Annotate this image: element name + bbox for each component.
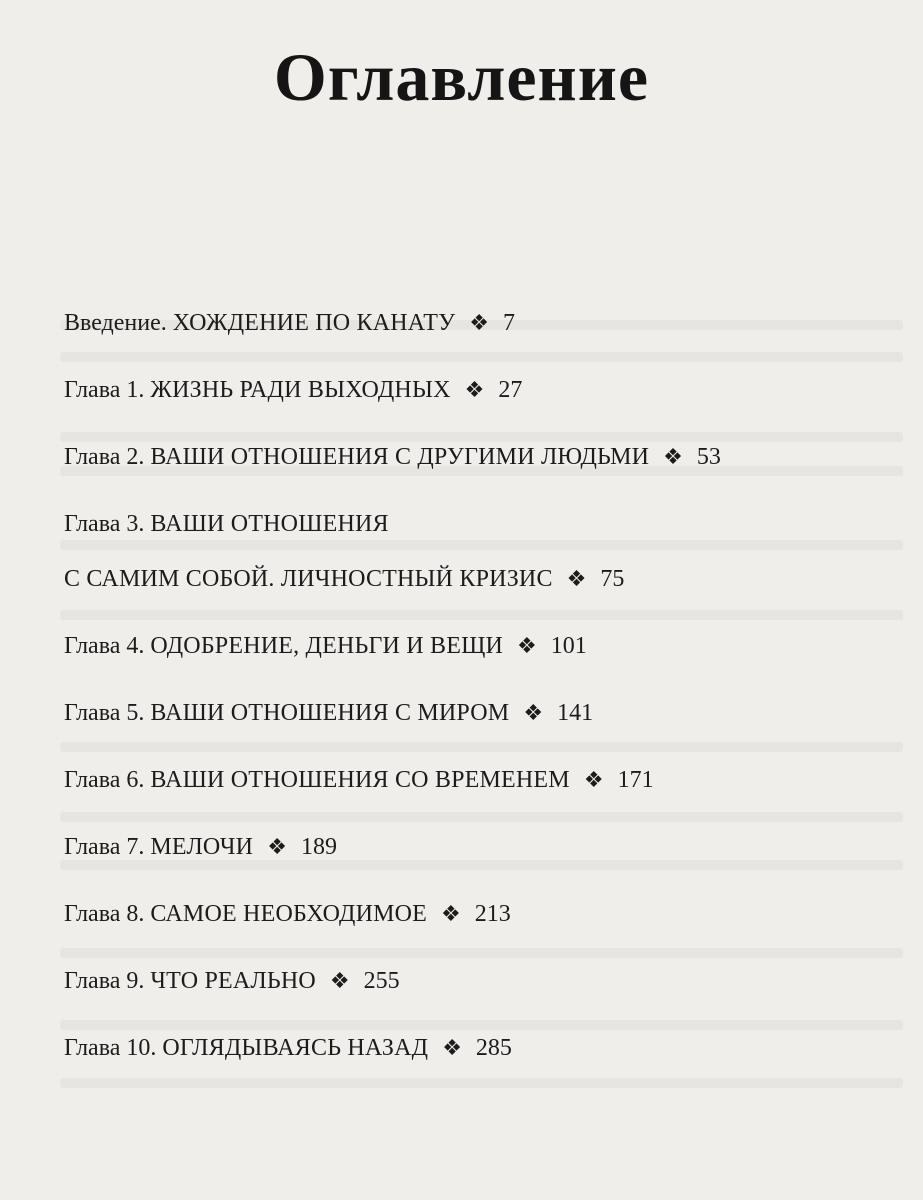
ornament-separator-icon: ❖ <box>469 310 490 335</box>
ornament-separator-icon: ❖ <box>442 1035 462 1060</box>
toc-entry-chapter-7 <box>64 834 904 901</box>
toc-entry-page: 101 <box>550 633 587 659</box>
toc-entry-page: 213 <box>474 901 511 927</box>
toc-entry-chapter-2 <box>64 444 904 511</box>
toc-entry-title: ВАШИ ОТНОШЕНИЯ С МИРОМ <box>150 700 510 726</box>
toc-entry-prefix: Глава 3. <box>64 511 145 537</box>
toc-entry-prefix: Глава 10. <box>64 1035 157 1061</box>
toc-entry-prefix: Глава 7. <box>64 834 145 860</box>
toc-entry-prefix: Глава 5. <box>64 700 145 726</box>
toc-entry-page: 189 <box>300 834 337 860</box>
toc-entry-prefix: Глава 2. <box>64 444 145 470</box>
toc-entry-introduction <box>64 310 904 377</box>
toc-entry-page: 141 <box>557 700 594 726</box>
toc-entry-chapter-8 <box>64 901 904 968</box>
toc-entry-page: 255 <box>363 968 400 994</box>
toc-entry-page: 27 <box>498 377 523 403</box>
toc-entry-chapter-3-continued <box>64 566 904 633</box>
toc-entry-prefix: Введение. <box>64 310 167 336</box>
toc-entry-prefix: Глава 6. <box>64 767 145 793</box>
toc-entry-page: 285 <box>475 1035 512 1061</box>
toc-entry-prefix: Глава 8. <box>64 901 145 927</box>
toc-entry-prefix: Глава 9. <box>64 968 145 994</box>
toc-entry-prefix: Глава 1. <box>64 377 145 403</box>
toc-entry-title: САМОЕ НЕОБХОДИМОЕ <box>150 901 428 927</box>
ornament-separator-icon: ❖ <box>583 767 604 792</box>
toc-entry-title: ВАШИ ОТНОШЕНИЯ СО ВРЕМЕНЕМ <box>150 767 570 793</box>
toc-entry-title: ЖИЗНЬ РАДИ ВЫХОДНЫХ <box>150 377 451 403</box>
toc-entry-title-continued: С САМИМ СОБОЙ. ЛИЧНОСТНЫЙ КРИЗИС <box>64 566 553 592</box>
toc-entry-prefix: Глава 4. <box>64 633 145 659</box>
ornament-separator-icon: ❖ <box>441 901 461 926</box>
ornament-separator-icon: ❖ <box>267 834 287 859</box>
toc-entry-title: ВАШИ ОТНОШЕНИЯ С ДРУГИМИ ЛЮДЬМИ <box>150 444 650 470</box>
ornament-separator-icon: ❖ <box>464 377 485 402</box>
toc-entry-page: 75 <box>600 566 625 592</box>
toc-entry-chapter-9 <box>64 968 904 1035</box>
toc-entry-title: ХОЖДЕНИЕ ПО КАНАТУ <box>172 310 456 336</box>
ornament-separator-icon: ❖ <box>517 633 537 658</box>
toc-entry-title: ВАШИ ОТНОШЕНИЯ <box>150 511 389 537</box>
toc-entry-chapter-6 <box>64 767 904 834</box>
toc-entry-title: ОГЛЯДЫВАЯСЬ НАЗАД <box>162 1035 429 1061</box>
toc-entry-chapter-3 <box>64 511 904 566</box>
toc-entry-chapter-1 <box>64 377 904 444</box>
toc-entry-page: 53 <box>696 444 721 470</box>
table-of-contents <box>64 310 904 1102</box>
toc-entry-chapter-4 <box>64 633 904 700</box>
ornament-separator-icon: ❖ <box>523 700 544 725</box>
page-title: Оглавление <box>273 39 650 115</box>
toc-entry-title: ЧТО РЕАЛЬНО <box>150 968 316 994</box>
toc-entry-chapter-10 <box>64 1035 904 1102</box>
toc-entry-page: 7 <box>503 310 516 336</box>
toc-entry-title: ОДОБРЕНИЕ, ДЕНЬГИ И ВЕЩИ <box>150 633 504 659</box>
toc-entry-page: 171 <box>617 767 654 793</box>
toc-entry-title: МЕЛОЧИ <box>150 834 254 860</box>
ornament-separator-icon: ❖ <box>566 566 587 591</box>
ornament-separator-icon: ❖ <box>329 968 350 993</box>
ornament-separator-icon: ❖ <box>663 444 683 469</box>
toc-entry-chapter-5 <box>64 700 904 767</box>
